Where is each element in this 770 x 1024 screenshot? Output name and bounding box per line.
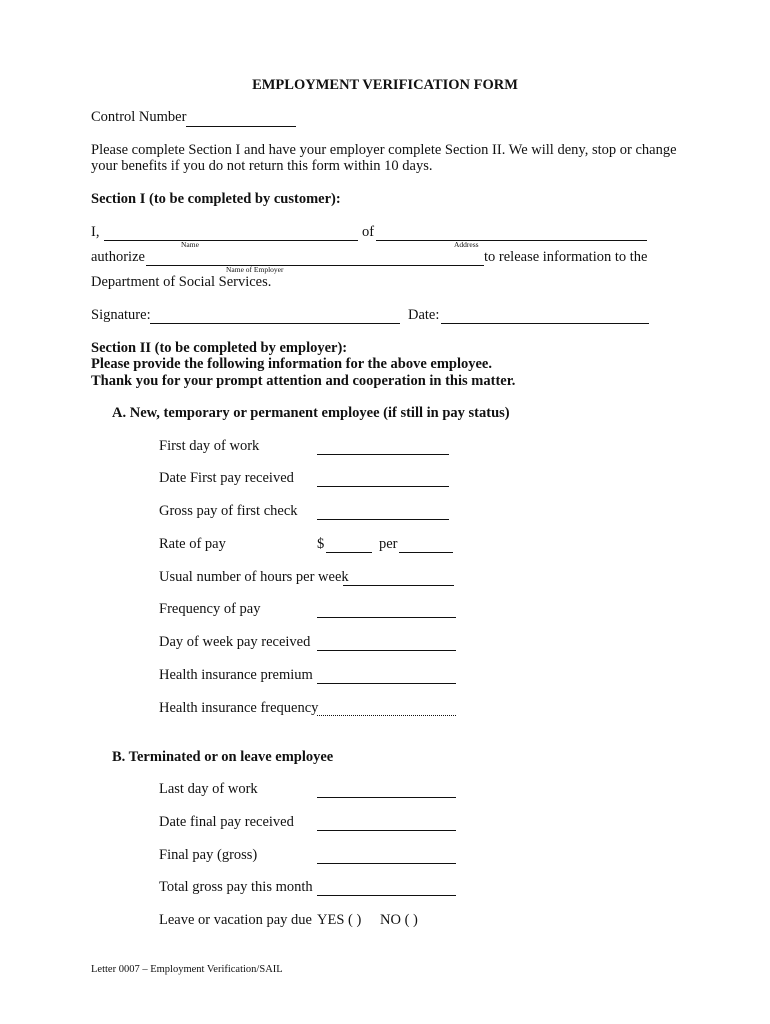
date-field[interactable] <box>441 307 649 324</box>
rate-of-pay-label: Rate of pay <box>159 536 226 552</box>
control-number-label: Control Number <box>91 109 187 125</box>
frequency-of-pay-field[interactable] <box>317 601 456 618</box>
date-final-pay-label: Date final pay received <box>159 814 294 830</box>
intro-line-1: Please complete Section I and have your employer complete Section II. We will deny, stop or change <box>91 142 677 158</box>
health-premium-label: Health insurance premium <box>159 667 313 683</box>
section1-heading: Section I (to be completed by customer): <box>91 191 341 207</box>
last-day-label: Last day of work <box>159 781 258 797</box>
health-frequency-field[interactable] <box>317 699 456 716</box>
rate-period-field[interactable] <box>399 536 453 553</box>
day-of-week-field[interactable] <box>317 634 456 651</box>
date-first-pay-label: Date First pay received <box>159 470 294 486</box>
footer-text: Letter 0007 – Employment Verification/SAIL <box>91 964 283 975</box>
frequency-of-pay-label: Frequency of pay <box>159 601 261 617</box>
leave-vacation-label: Leave or vacation pay due <box>159 912 312 928</box>
total-gross-label: Total gross pay this month <box>159 879 313 895</box>
total-gross-field[interactable] <box>317 879 456 896</box>
i-label: I, <box>91 224 100 240</box>
intro-line-2: your benefits if you do not return this form within 10 days. <box>91 158 433 174</box>
hours-per-week-field[interactable] <box>343 569 454 586</box>
of-label: of <box>362 224 375 240</box>
section2-line-2: Please provide the following information for the above employee. <box>91 356 492 372</box>
signature-field[interactable] <box>150 307 400 324</box>
final-pay-gross-field[interactable] <box>317 847 456 864</box>
department-text: Department of Social Services. <box>91 274 272 290</box>
name-field[interactable] <box>104 224 358 241</box>
address-caption: Address <box>454 240 479 249</box>
yes-checkbox[interactable]: YES ( ) <box>317 912 362 928</box>
gross-first-check-field[interactable] <box>317 503 449 520</box>
page-title: EMPLOYMENT VERIFICATION FORM <box>252 77 518 93</box>
date-label: Date: <box>408 307 440 323</box>
health-premium-field[interactable] <box>317 667 456 684</box>
signature-label: Signature: <box>91 307 151 323</box>
health-frequency-label: Health insurance frequency <box>159 700 319 716</box>
day-of-week-label: Day of week pay received <box>159 634 311 650</box>
part-b-heading: B. Terminated or on leave employee <box>112 749 334 765</box>
per-label: per <box>379 536 398 552</box>
final-pay-gross-label: Final pay (gross) <box>159 847 258 863</box>
date-final-pay-field[interactable] <box>317 814 456 831</box>
first-day-label: First day of work <box>159 438 260 454</box>
no-checkbox[interactable]: NO ( ) <box>380 912 418 928</box>
hours-per-week-label: Usual number of hours per week <box>159 569 349 585</box>
authorize-label: authorize <box>91 249 145 265</box>
employer-caption: Name of Employer <box>226 265 284 274</box>
gross-first-check-label: Gross pay of first check <box>159 503 298 519</box>
first-day-field[interactable] <box>317 438 449 455</box>
part-a-heading: A. New, temporary or permanent employee (if still in pay status) <box>112 405 510 421</box>
control-number-field[interactable] <box>186 110 296 127</box>
section2-line-3: Thank you for your prompt attention and cooperation in this matter. <box>91 373 516 389</box>
section2-heading: Section II (to be completed by employer): <box>91 340 348 356</box>
release-text: to release information to the <box>484 249 648 265</box>
address-field[interactable] <box>376 224 647 241</box>
last-day-field[interactable] <box>317 781 456 798</box>
rate-amount-field[interactable] <box>326 536 372 553</box>
date-first-pay-field[interactable] <box>317 470 449 487</box>
dollar-sign: $ <box>317 536 325 552</box>
name-caption: Name <box>181 240 199 249</box>
employer-field[interactable] <box>146 249 484 266</box>
